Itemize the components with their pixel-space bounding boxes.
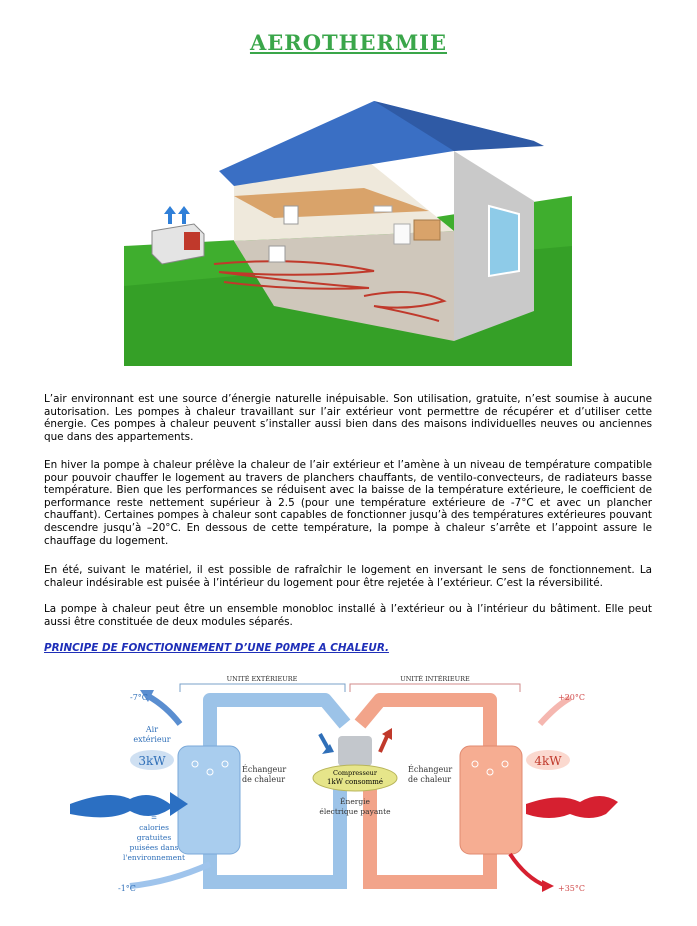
kw-left: 3kW: [138, 754, 166, 768]
compressor-consumption: 1kW consommé: [327, 778, 383, 786]
energy-label-2: électrique payante: [319, 807, 391, 816]
calories-4: l'environnement: [123, 853, 185, 862]
unit-int-label: UNITÉ INTÉRIEURE: [400, 675, 470, 683]
page-title: AEROTHERMIE: [249, 30, 448, 55]
exchanger-right-2: de chaleur: [408, 775, 452, 784]
temp-out-cold: -1°C: [118, 884, 136, 893]
calories-3: puisées dans: [129, 843, 179, 852]
paragraph-winter: En hiver la pompe à chaleur prélève la chaleur de l’air extérieur et l’amène à un niveau de température compatible pour pouvoir chauffer le logement au travers de planchers chauffants, de ventilo-convecteurs, de radiateurs basse température. Bien que les performances se réduisent avec la baisse de la température extérieure, le coefficient de performance reste nettement supérieur à 2.5 (pour une température extérieure de -7°C et avec un plancher chauffant). Certaines pompes à chaleur sont capables de fonctionner jusqu’à des températures extérieures pouvant descendre jusqu’à –20°C. En dessous de cette température, la pompe à chaleur s’arrête et l’appoint assure le chauffage du logement.: [44, 459, 652, 547]
paragraph-summer: En été, suivant le matériel, il est possible de rafraîchir le logement en inversant le sens de fonctionnement. La chaleur indésirable est puisée à l’intérieur du logement pour être rejetée à l’extérieur. C’est la réversibilité.: [44, 564, 652, 589]
house-illustration: [124, 96, 572, 366]
temp-warm-top: +20°C: [558, 693, 586, 702]
temp-warm-bottom: +35°C: [558, 884, 586, 893]
exchanger-right-1: Échangeur: [408, 765, 453, 774]
compressor-label: Compresseur: [333, 769, 377, 777]
unit-ext-label: UNITÉ EXTÉRIEURE: [226, 675, 298, 683]
paragraph-intro: L’air environnant est une source d’énergie naturelle inépuisable. Son utilisation, gratuite, n’est soumise à aucune autorisation. Les pompes à chaleur travaillant sur l’air extérieur vont permettre de récupérer et d’utiliser cette énergie. Ces pompes à chaleur peuvent s’installer aussi bien dans des maisons individuelles neuves ou anciennes que dans des appartements.: [44, 393, 652, 443]
temp-in-cold: -7°C: [130, 693, 148, 702]
calories-1: calories: [139, 823, 169, 832]
calories-2: gratuites: [136, 833, 172, 842]
air-label-2: extérieur: [133, 735, 171, 744]
kw-right: 4kW: [534, 754, 562, 768]
heat-pump-diagram: [70, 664, 626, 912]
paragraph-monobloc: La pompe à chaleur peut être un ensemble monobloc installé à l’extérieur ou à l’intérieur du bâtiment. Elle peut aussi être constituée de deux modules séparés.: [44, 603, 652, 628]
exchanger-left-2: de chaleur: [242, 775, 286, 784]
exchanger-left-1: Échangeur: [242, 765, 287, 774]
equals-sign: =: [150, 813, 158, 822]
section-heading[interactable]: PRINCIPE DE FONCTIONNEMENT D’UNE P0MPE A CHALEUR.: [44, 642, 389, 654]
energy-label-1: Énergie: [340, 797, 370, 806]
air-label-1: Air: [145, 725, 159, 734]
